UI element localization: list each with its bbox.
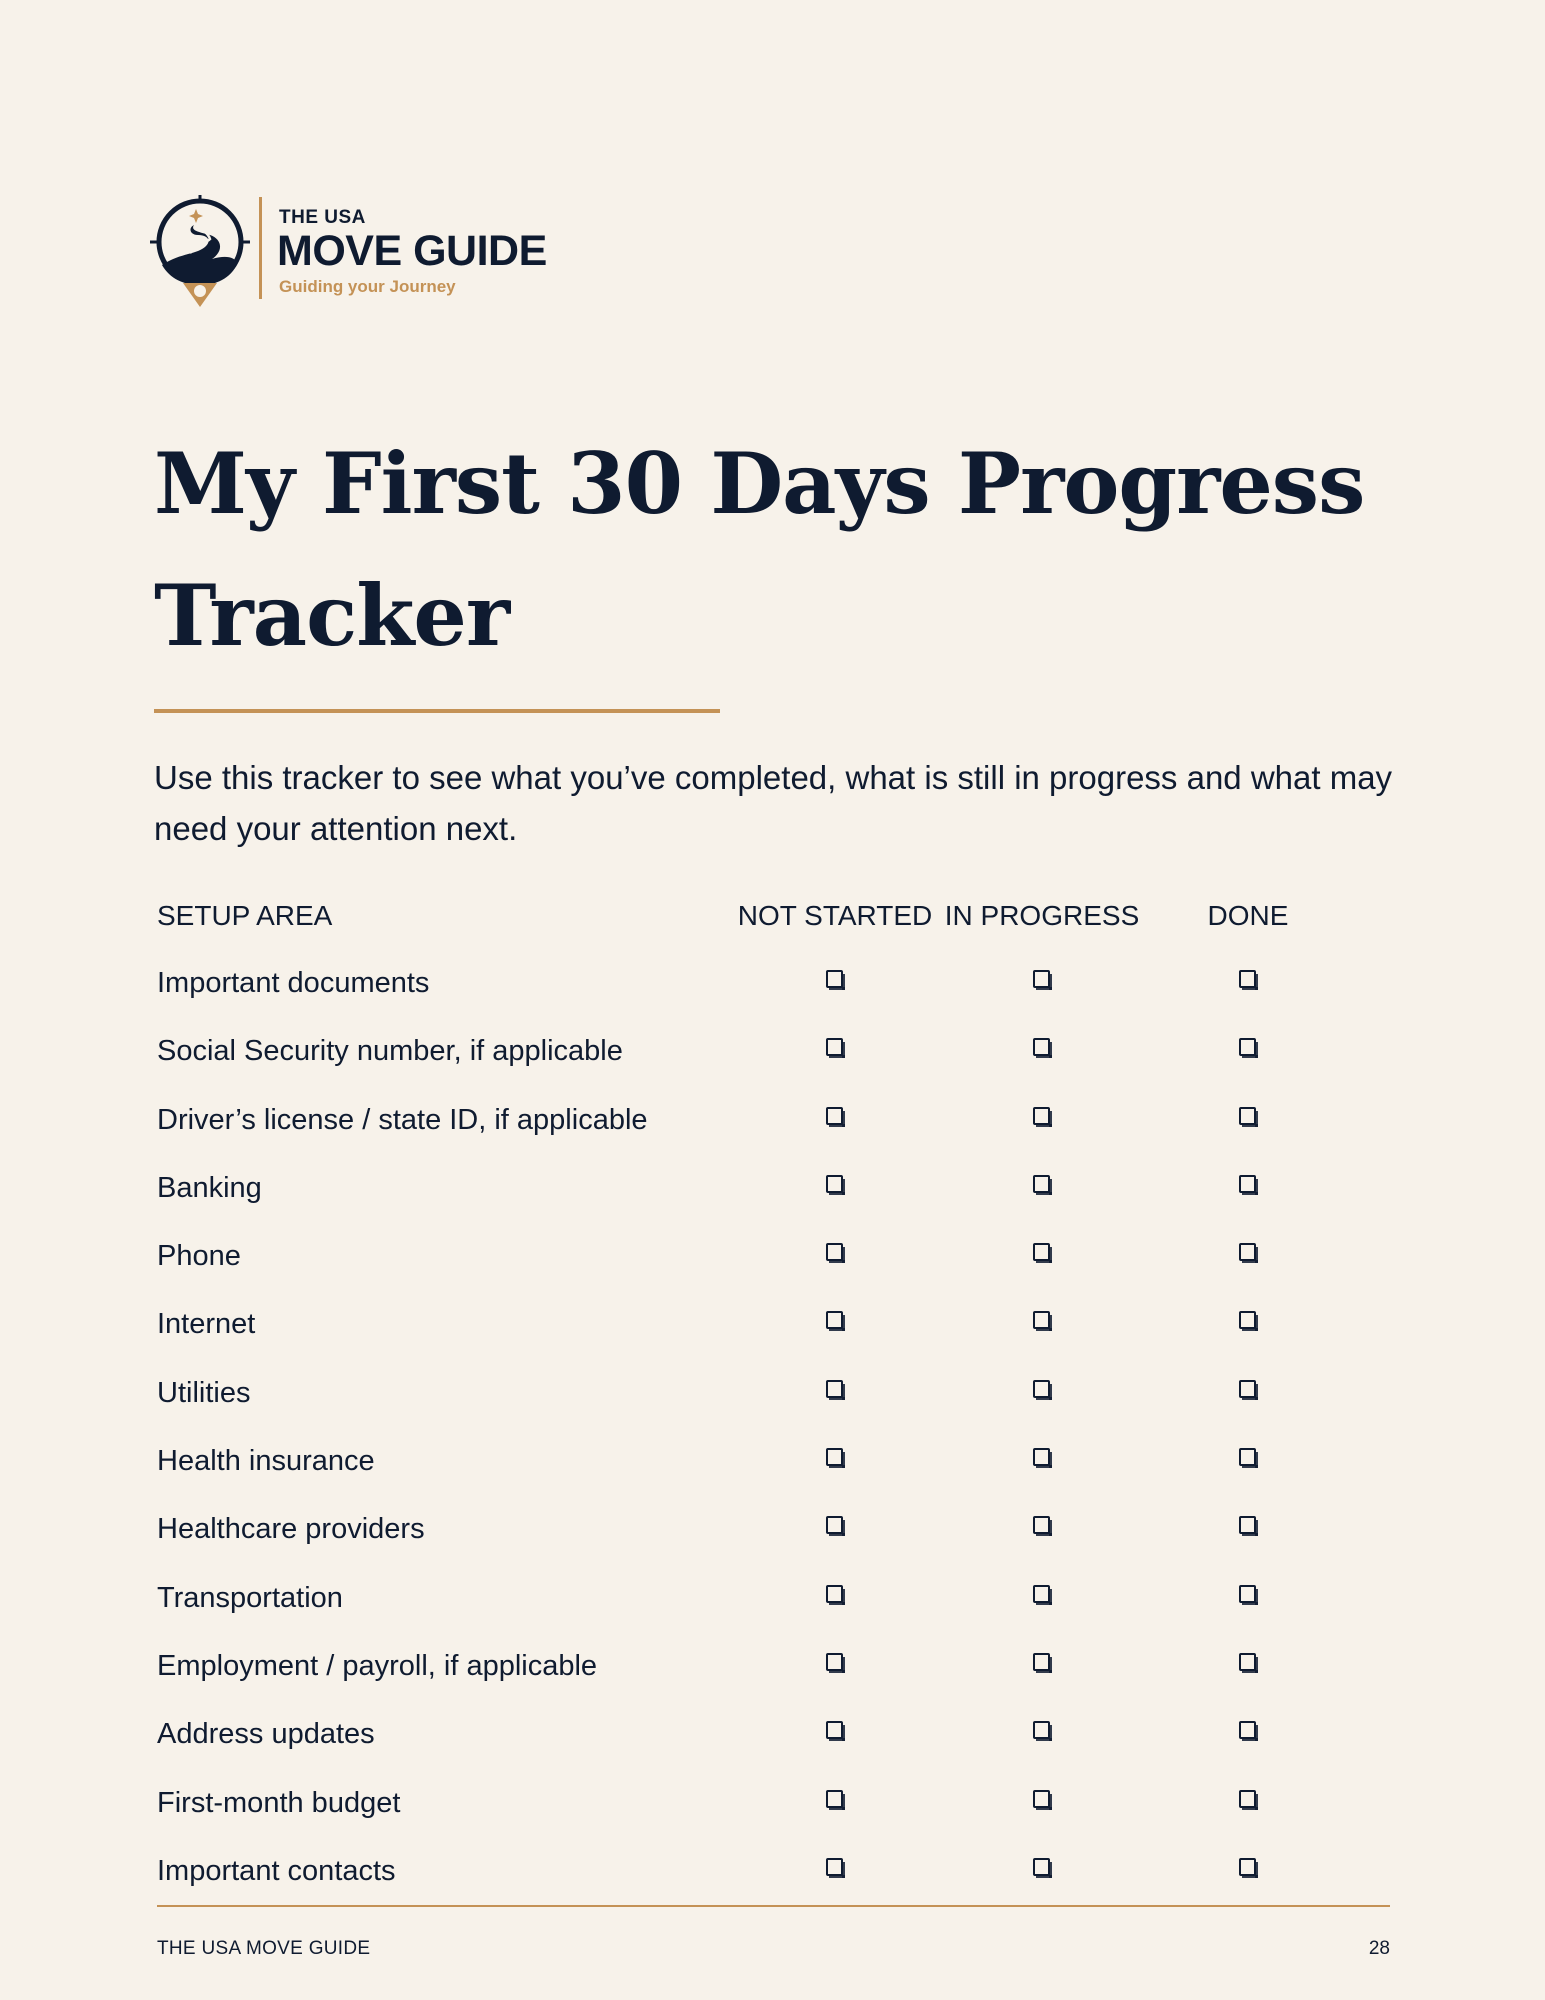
table-row — [157, 1825, 1397, 1893]
table-row — [157, 1552, 1397, 1620]
page-number: 28 — [1368, 1938, 1390, 1959]
done-checkbox[interactable] — [1239, 1790, 1256, 1808]
done-checkbox[interactable] — [1239, 1653, 1256, 1671]
not-started-checkbox[interactable] — [826, 1653, 843, 1671]
not-started-checkbox[interactable] — [826, 1721, 843, 1739]
not-started-checkbox[interactable] — [826, 1243, 843, 1261]
not-started-checkbox[interactable] — [826, 1038, 843, 1056]
not-started-checkbox[interactable] — [826, 1175, 843, 1193]
in-progress-checkbox[interactable] — [1033, 1858, 1050, 1876]
in-progress-checkbox[interactable] — [1033, 1585, 1050, 1603]
title-underline — [154, 709, 720, 713]
header-setup-area: SETUP AREA — [157, 900, 333, 931]
done-checkbox[interactable] — [1239, 1380, 1256, 1398]
table-row — [157, 937, 1397, 1005]
setup-area-label: Utilities — [157, 1376, 251, 1409]
in-progress-checkbox[interactable] — [1033, 1790, 1050, 1808]
done-checkbox[interactable] — [1239, 1858, 1256, 1876]
in-progress-checkbox[interactable] — [1033, 1038, 1050, 1056]
footer-title: THE USA MOVE GUIDE — [157, 1938, 371, 1959]
not-started-checkbox[interactable] — [826, 1107, 843, 1125]
table-body — [157, 937, 1397, 1893]
logo-divider — [259, 197, 262, 299]
not-started-checkbox[interactable] — [826, 970, 843, 988]
table-row — [157, 1483, 1397, 1551]
setup-area-label: Transportation — [157, 1581, 343, 1614]
setup-area-label: Important documents — [157, 967, 430, 999]
in-progress-checkbox[interactable] — [1033, 970, 1050, 988]
in-progress-checkbox[interactable] — [1033, 1721, 1050, 1739]
not-started-checkbox[interactable] — [826, 1448, 843, 1466]
in-progress-checkbox[interactable] — [1033, 1243, 1050, 1261]
not-started-checkbox[interactable] — [826, 1790, 843, 1808]
setup-area-label: Important contacts — [157, 1854, 396, 1887]
not-started-checkbox[interactable] — [826, 1311, 843, 1329]
setup-area-label: Internet — [157, 1308, 256, 1341]
table-row — [157, 1005, 1397, 1073]
done-checkbox[interactable] — [1239, 970, 1256, 988]
done-checkbox[interactable] — [1239, 1448, 1256, 1466]
not-started-checkbox[interactable] — [826, 1858, 843, 1876]
done-checkbox[interactable] — [1239, 1175, 1256, 1193]
setup-area-label: Driver’s license / state ID, if applicable — [157, 1103, 648, 1136]
page-title: My First 30 Days Progress Tracker — [154, 434, 1365, 665]
not-started-checkbox[interactable] — [826, 1516, 843, 1534]
table-row — [157, 1757, 1397, 1825]
table-row — [157, 1074, 1397, 1142]
table-row — [157, 1415, 1397, 1483]
logo-top-line: THE USA — [279, 207, 366, 228]
in-progress-checkbox[interactable] — [1033, 1653, 1050, 1671]
progress-tracker-table — [157, 886, 1397, 1893]
table-row — [157, 1210, 1397, 1278]
done-checkbox[interactable] — [1239, 1516, 1256, 1534]
done-checkbox[interactable] — [1239, 1107, 1256, 1125]
in-progress-checkbox[interactable] — [1033, 1516, 1050, 1534]
done-checkbox[interactable] — [1239, 1243, 1256, 1261]
done-checkbox[interactable] — [1239, 1585, 1256, 1603]
setup-area-label: Banking — [157, 1171, 262, 1204]
compass-road-pin-icon — [150, 195, 250, 310]
setup-area-label: Address updates — [157, 1718, 375, 1751]
table-row — [157, 1347, 1397, 1415]
brand-logo — [150, 195, 570, 310]
logo-main-line: MOVE GUIDE — [277, 227, 547, 275]
setup-area-label: Social Security number, if applicable — [157, 1035, 623, 1068]
table-row — [157, 1688, 1397, 1756]
setup-area-label: Health insurance — [157, 1445, 375, 1478]
table-header-row: SETUP AREA NOT STARTED IN PROGRESS DONE — [157, 886, 1397, 945]
setup-area-label: Employment / payroll, if applicable — [157, 1649, 598, 1682]
footer-divider — [157, 1905, 1390, 1907]
table-row — [157, 1620, 1397, 1688]
not-started-checkbox[interactable] — [826, 1585, 843, 1603]
in-progress-checkbox[interactable] — [1033, 1175, 1050, 1193]
done-checkbox[interactable] — [1239, 1721, 1256, 1739]
in-progress-checkbox[interactable] — [1033, 1311, 1050, 1329]
logo-tagline: Guiding your Journey — [279, 277, 456, 296]
in-progress-checkbox[interactable] — [1033, 1107, 1050, 1125]
setup-area-label: First-month budget — [157, 1786, 401, 1819]
not-started-checkbox[interactable] — [826, 1380, 843, 1398]
setup-area-label: Phone — [157, 1240, 241, 1273]
done-checkbox[interactable] — [1239, 1038, 1256, 1056]
setup-area-label: Healthcare providers — [157, 1513, 425, 1546]
in-progress-checkbox[interactable] — [1033, 1380, 1050, 1398]
done-checkbox[interactable] — [1239, 1311, 1256, 1329]
in-progress-checkbox[interactable] — [1033, 1448, 1050, 1466]
table-row — [157, 1142, 1397, 1210]
table-row — [157, 1278, 1397, 1346]
intro-paragraph: Use this tracker to see what you’ve completed, what is still in progress and what may need your attention next. — [154, 759, 1393, 847]
